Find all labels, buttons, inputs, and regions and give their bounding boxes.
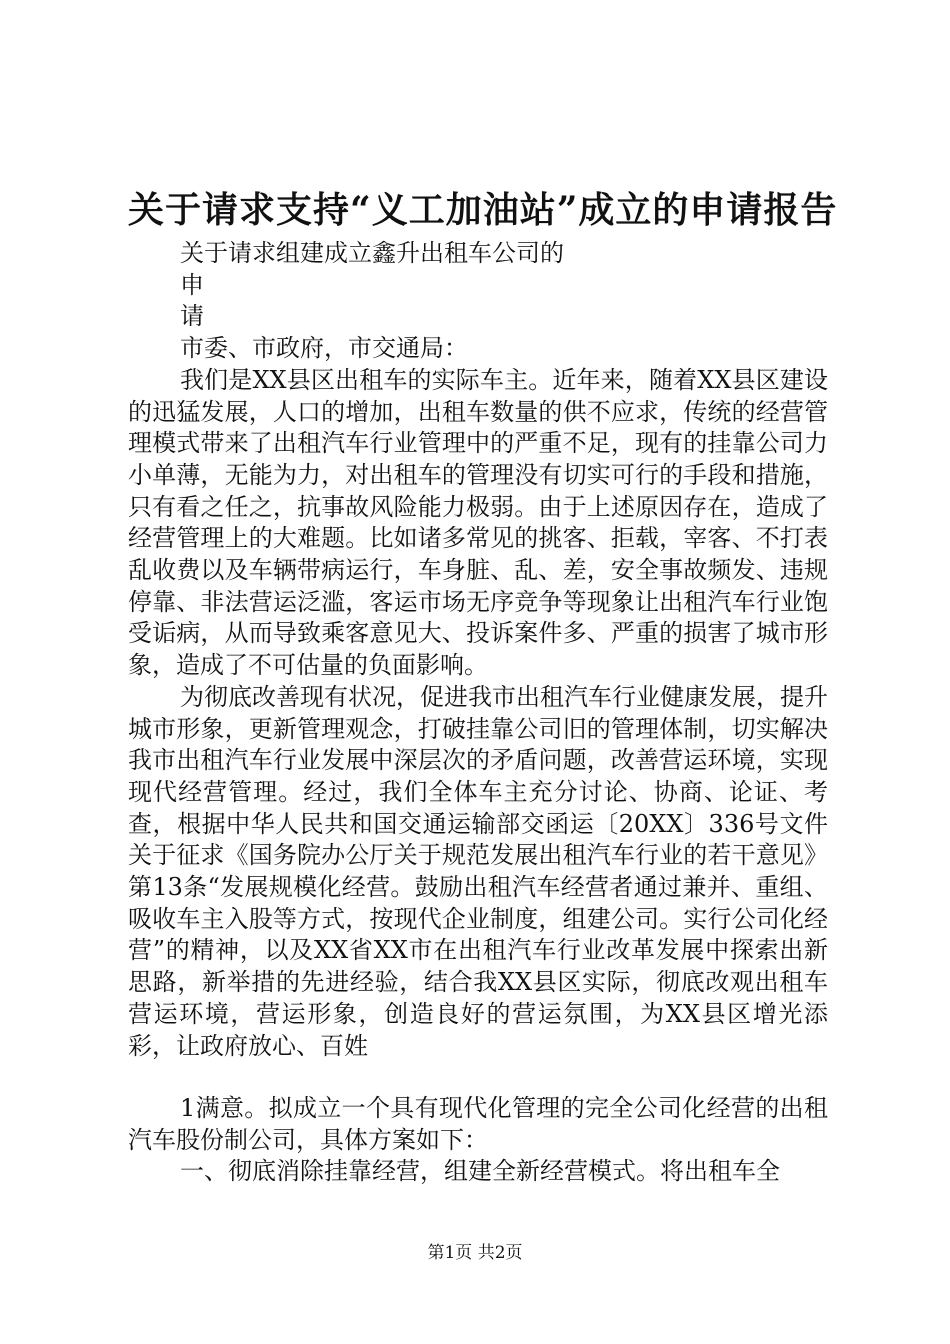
paragraph-4: 一、彻底消除挂靠经营，组建全新经营模式。将出租车全 <box>180 1157 780 1186</box>
subtitle-line-2: 申 <box>180 270 204 299</box>
subtitle-line-1: 关于请求组建成立鑫升出租车公司的 <box>180 239 564 267</box>
paragraph-2: 为彻底改善现有状况，促进我市出租汽车行业健康发展，提升城市形象，更新管理观念，打破挂靠公司旧的管理体制，切实解决我市出租汽车行业发展中深层次的矛盾问题，改善营运环境，实现现代经营管理。经过，我们全体车主充分讨论、协商、论证、考查，根据中华人民共和国交通运输部交函运〔20XX〕336号文件关于征求《国务院办公厅关于规范发展出租汽车行业的若干意见》第13条“发展规模化经营。鼓励出租汽车经营者通过兼并、重组、吸收车主入股等方式，按现代企业制度，组建公司。实行公司化经营”的精神，以及XX省XX市在出租汽车行业改革发展中探索出新思路，新举措的先进经验，结合我XX县区实际，彻底改观出租车营运环境，营运形象，创造良好的营运氛围，为XX县区增光添彩，让政府放心、百姓 <box>128 682 828 1060</box>
subtitle-line-3: 请 <box>180 302 204 331</box>
paragraph-1: 我们是XX县区出租车的实际车主。近年来，随着XX县区建设的迅猛发展，人口的增加，出租车数量的供不应求，传统的经营管理模式带来了出租汽车行业管理中的严重不足，现有的挂靠公司力小单薄，无能为力，对出租车的管理没有切实可行的手段和措施，只有看之任之，抗事故风险能力极弱。由于上述原因存在，造成了经营管理上的大难题。比如诸多常见的挑客、拒载，宰客、不打表乱收费以及车辆带病运行，车身脏、乱、差，安全事故频发、违规停靠、非法营运泛滥，客运市场无序竞争等现象让出租汽车行业饱受诟病，从而导致乘客意见大、投诉案件多、严重的损害了城市形象，造成了不可估量的负面影响。 <box>128 365 828 680</box>
document-body-bottom <box>128 1093 828 1188</box>
page-number-footer: 第1页 共2页 <box>427 1243 523 1263</box>
document-title: 关于请求支持“义工加油站”成立的申请报告 <box>128 189 838 231</box>
paragraph-3: 1满意。拟成立一个具有现代化管理的完全公司化经营的出租汽车股份制公司，具体方案如下： <box>128 1094 828 1154</box>
salutation: 市委、市政府，市交通局： <box>180 334 468 363</box>
document-body-top <box>128 238 828 1062</box>
